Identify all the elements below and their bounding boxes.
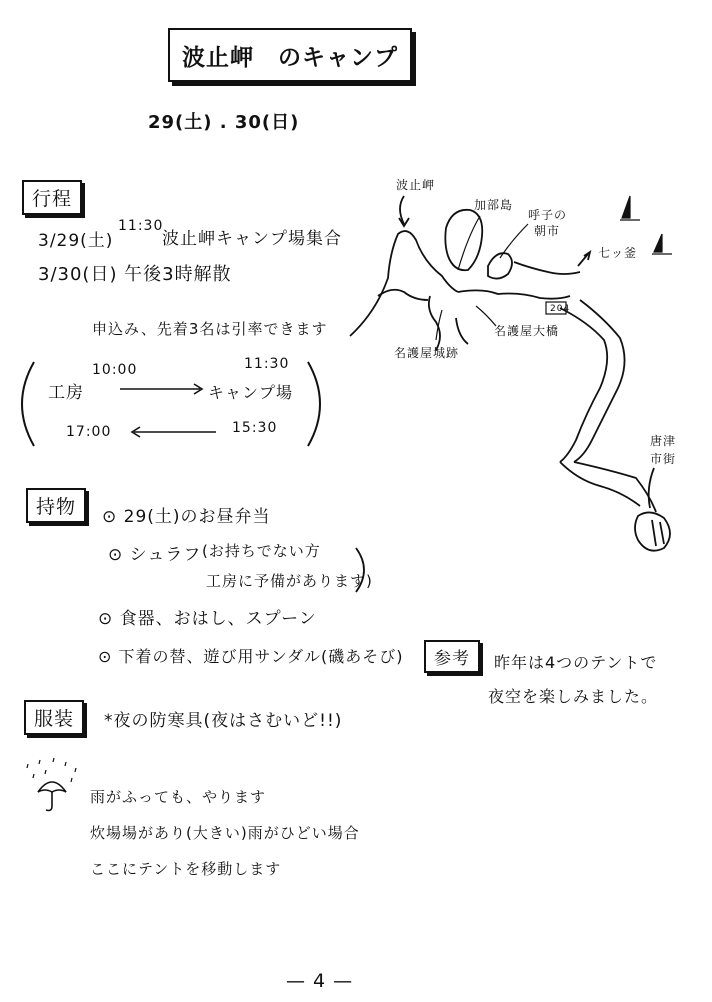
clothing-text: *夜の防寒具(夜はさむいど!!) xyxy=(104,711,343,731)
right-bracket xyxy=(308,362,320,446)
belonging-item-4: ⊙ 下着の替、遊び用サンダル(磯あそび) xyxy=(98,647,404,666)
rain-line-2: 炊場場があり(大きい)雨がひどい場合 xyxy=(90,824,360,842)
itinerary-line1-text: 波止岬キャンプ場集合 xyxy=(162,229,342,249)
itinerary-label: 行程 xyxy=(22,180,82,215)
belongings-label: 持物 xyxy=(26,488,86,523)
map-label-route: 204 xyxy=(550,304,571,314)
map-label-karatsu-1: 唐津 xyxy=(650,434,677,448)
event-dates: 29(土) . 30(日) xyxy=(148,112,300,133)
sailboat-icon xyxy=(620,196,672,254)
rain-line-1: 雨がふっても、やります xyxy=(90,788,267,806)
belonging-item-3-text: 食器、おはし、スプーン xyxy=(119,609,317,629)
umbrella-icon xyxy=(38,782,66,811)
belonging-item-3: ⊙ 食器、おはし、スプーン xyxy=(98,609,317,629)
page-title: 波止岬 のキャンプ xyxy=(182,44,398,71)
return-departure-time: 15:30 xyxy=(232,420,278,436)
return-arrival-time: 17:00 xyxy=(66,424,112,440)
arrival-time: 11:30 xyxy=(244,356,290,372)
belonging-item-4-text: 下着の替、遊び用サンダル(磯あそび) xyxy=(118,647,404,666)
clothing-label: 服装 xyxy=(24,700,84,735)
belonging-item-1: ⊙ 29(土)のお昼弁当 xyxy=(102,507,271,527)
note-bracket xyxy=(356,548,364,592)
reference-line-2: 夜空を楽しみました。 xyxy=(488,687,659,706)
map-label-nagoya-castle: 名護屋城跡 xyxy=(394,346,460,360)
rain-line-3: ここにテントを移動します xyxy=(90,860,282,878)
map-label-island: 加部島 xyxy=(474,198,514,212)
area-map xyxy=(350,196,670,551)
departure-time: 10:00 xyxy=(92,362,138,378)
map-label-port: 朝市 xyxy=(534,224,561,238)
island xyxy=(445,210,482,270)
belonging-item-2-text: シュラフ xyxy=(129,545,202,565)
map-label-karatsu-2: 市街 xyxy=(650,452,677,466)
itinerary-note: 申込み、先着3名は引率できます xyxy=(92,320,328,338)
reference-label: 参考 xyxy=(424,640,480,673)
itinerary-line1-time: 11:30 xyxy=(118,218,164,234)
page-number: — 4 — xyxy=(286,970,354,992)
rain-drops xyxy=(27,758,76,782)
belonging-item-2: ⊙ シュラフ xyxy=(108,545,202,565)
belonging-item-2-note2: 工房に予備があります) xyxy=(206,572,373,590)
studio-label: 工房 xyxy=(48,383,84,403)
map-label-bridge: 名護屋大橋 xyxy=(494,324,560,338)
map-label-kagami: 七ッ釜 xyxy=(598,246,638,260)
map-label-cape: 波止岬 xyxy=(396,178,436,192)
belonging-item-2-note1: (お持ちでない方 xyxy=(202,542,321,560)
left-bracket xyxy=(22,362,34,446)
reference-line-1: 昨年は4つのテントで xyxy=(494,653,658,672)
itinerary-line1-date: 3/29(土) xyxy=(38,231,114,251)
map-label-yobuko: 呼子の xyxy=(528,208,568,222)
itinerary-line2: 3/30(日) 午後3時解散 xyxy=(38,264,232,285)
campsite-label: キャンプ場 xyxy=(208,383,294,402)
belonging-item-1-text: 29(土)のお昼弁当 xyxy=(123,507,271,527)
